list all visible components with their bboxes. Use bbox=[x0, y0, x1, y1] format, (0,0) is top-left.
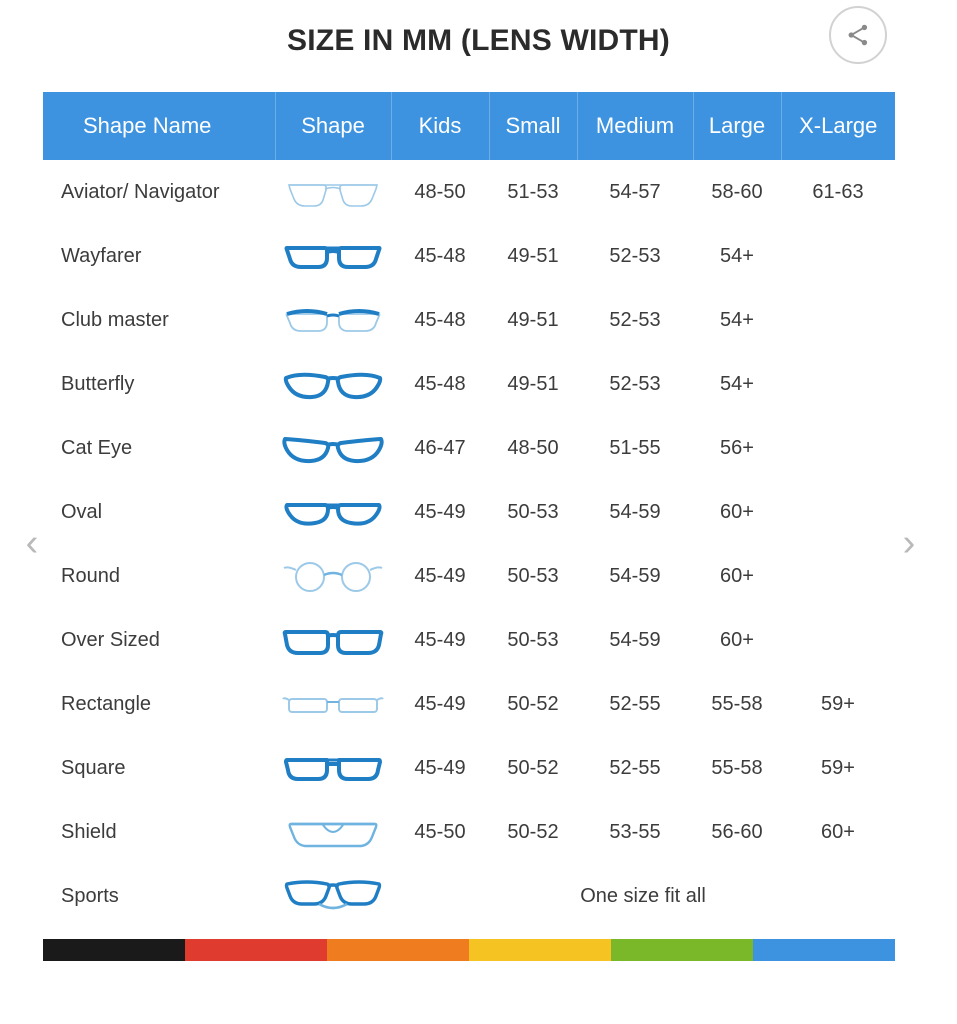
table-row bbox=[43, 736, 895, 800]
row-kids: 45-49 bbox=[391, 608, 489, 672]
row-shape-image bbox=[275, 352, 391, 416]
column-header-small: Small bbox=[489, 92, 577, 160]
row-large: 56+ bbox=[693, 416, 781, 480]
row-kids: 46-47 bbox=[391, 416, 489, 480]
color-swatch-green bbox=[611, 939, 753, 961]
row-kids: 45-49 bbox=[391, 544, 489, 608]
row-xlarge: 59+ bbox=[781, 736, 895, 800]
row-small: 50-52 bbox=[489, 736, 577, 800]
aviator-glasses-icon bbox=[281, 172, 385, 212]
row-medium: 54-57 bbox=[577, 160, 693, 224]
butterfly-glasses-icon bbox=[281, 364, 385, 404]
sports-glasses-icon bbox=[281, 874, 385, 918]
row-medium: 52-53 bbox=[577, 224, 693, 288]
row-shape-image bbox=[275, 800, 391, 864]
row-xlarge: 59+ bbox=[781, 672, 895, 736]
row-small: 49-51 bbox=[489, 224, 577, 288]
row-large: 54+ bbox=[693, 352, 781, 416]
row-medium: 54-59 bbox=[577, 608, 693, 672]
clubmaster-glasses-icon bbox=[281, 300, 385, 340]
oval-glasses-icon bbox=[281, 492, 385, 532]
row-medium: 51-55 bbox=[577, 416, 693, 480]
column-header-large: Large bbox=[693, 92, 781, 160]
row-small: 50-53 bbox=[489, 480, 577, 544]
table-row bbox=[43, 480, 895, 544]
row-large: 60+ bbox=[693, 608, 781, 672]
row-shape-name: Wayfarer bbox=[43, 224, 275, 288]
row-large: 56-60 bbox=[693, 800, 781, 864]
row-xlarge bbox=[781, 352, 895, 416]
row-large: 58-60 bbox=[693, 160, 781, 224]
row-medium: 52-55 bbox=[577, 672, 693, 736]
table-row bbox=[43, 416, 895, 480]
row-kids: 45-49 bbox=[391, 736, 489, 800]
row-xlarge bbox=[781, 224, 895, 288]
row-medium: 54-59 bbox=[577, 480, 693, 544]
row-small: 50-53 bbox=[489, 544, 577, 608]
row-shape-image bbox=[275, 608, 391, 672]
row-shape-name: Round bbox=[43, 544, 275, 608]
table-row bbox=[43, 864, 895, 928]
table-row bbox=[43, 800, 895, 864]
row-kids: 45-48 bbox=[391, 288, 489, 352]
header bbox=[0, 0, 957, 84]
color-swatch-yellow bbox=[469, 939, 611, 961]
row-large: 60+ bbox=[693, 544, 781, 608]
row-xlarge bbox=[781, 416, 895, 480]
row-small: 50-52 bbox=[489, 672, 577, 736]
row-shape-name: Club master bbox=[43, 288, 275, 352]
row-small: 50-52 bbox=[489, 800, 577, 864]
round-glasses-icon bbox=[281, 556, 385, 596]
row-large: 54+ bbox=[693, 288, 781, 352]
color-strip bbox=[43, 939, 895, 961]
share-button[interactable] bbox=[829, 6, 887, 64]
row-shape-name: Square bbox=[43, 736, 275, 800]
carousel-prev-arrow-icon[interactable]: ‹ bbox=[25, 522, 39, 564]
row-shape-name: Shield bbox=[43, 800, 275, 864]
row-xlarge bbox=[781, 608, 895, 672]
row-shape-image bbox=[275, 672, 391, 736]
row-shape-name: Butterfly bbox=[43, 352, 275, 416]
row-medium: 52-55 bbox=[577, 736, 693, 800]
row-shape-name: Over Sized bbox=[43, 608, 275, 672]
row-shape-image bbox=[275, 288, 391, 352]
row-kids: 45-48 bbox=[391, 352, 489, 416]
column-header-medium: Medium bbox=[577, 92, 693, 160]
page-title: SIZE IN MM (LENS WIDTH) bbox=[287, 24, 670, 57]
row-small: 49-51 bbox=[489, 352, 577, 416]
shield-glasses-icon bbox=[281, 812, 385, 852]
row-shape-image bbox=[275, 864, 391, 928]
row-shape-name: Sports bbox=[43, 864, 275, 928]
row-large: 55-58 bbox=[693, 672, 781, 736]
row-xlarge: 61-63 bbox=[781, 160, 895, 224]
table-header bbox=[43, 92, 895, 160]
color-swatch-blue bbox=[753, 939, 895, 961]
table-row bbox=[43, 352, 895, 416]
cateye-glasses-icon bbox=[281, 428, 385, 468]
row-shape-image bbox=[275, 736, 391, 800]
row-xlarge bbox=[781, 544, 895, 608]
row-kids: 45-49 bbox=[391, 480, 489, 544]
row-shape-name: Cat Eye bbox=[43, 416, 275, 480]
rectangle-glasses-icon bbox=[281, 684, 385, 724]
row-medium: 53-55 bbox=[577, 800, 693, 864]
row-kids: 45-49 bbox=[391, 672, 489, 736]
size-chart-table bbox=[43, 92, 895, 928]
table-body bbox=[43, 160, 895, 928]
row-large: 60+ bbox=[693, 480, 781, 544]
column-header-kids: Kids bbox=[391, 92, 489, 160]
row-shape-name: Oval bbox=[43, 480, 275, 544]
row-xlarge bbox=[781, 288, 895, 352]
row-xlarge bbox=[781, 480, 895, 544]
row-medium: 52-53 bbox=[577, 288, 693, 352]
column-header-shape: Shape bbox=[275, 92, 391, 160]
color-swatch-red bbox=[185, 939, 327, 961]
row-kids: 45-48 bbox=[391, 224, 489, 288]
carousel-next-arrow-icon[interactable]: › bbox=[902, 522, 916, 564]
row-shape-name: Aviator/ Navigator bbox=[43, 160, 275, 224]
row-kids: 48-50 bbox=[391, 160, 489, 224]
row-shape-name: Rectangle bbox=[43, 672, 275, 736]
share-icon bbox=[844, 21, 872, 49]
row-shape-image bbox=[275, 544, 391, 608]
table-row bbox=[43, 672, 895, 736]
row-kids: 45-50 bbox=[391, 800, 489, 864]
column-header-shape-name: Shape Name bbox=[43, 92, 275, 160]
row-shape-image bbox=[275, 160, 391, 224]
table-row bbox=[43, 544, 895, 608]
row-xlarge: 60+ bbox=[781, 800, 895, 864]
color-swatch-black bbox=[43, 939, 185, 961]
row-shape-image bbox=[275, 416, 391, 480]
square-glasses-icon bbox=[281, 748, 385, 788]
row-small: 51-53 bbox=[489, 160, 577, 224]
table-row bbox=[43, 160, 895, 224]
row-one-size-note: One size fit all bbox=[391, 864, 895, 928]
table-row bbox=[43, 224, 895, 288]
color-swatch-orange bbox=[327, 939, 469, 961]
row-large: 55-58 bbox=[693, 736, 781, 800]
wayfarer-glasses-icon bbox=[281, 236, 385, 276]
size-chart-table-wrapper bbox=[43, 92, 895, 928]
row-small: 49-51 bbox=[489, 288, 577, 352]
oversized-glasses-icon bbox=[281, 620, 385, 660]
row-medium: 52-53 bbox=[577, 352, 693, 416]
row-large: 54+ bbox=[693, 224, 781, 288]
row-small: 48-50 bbox=[489, 416, 577, 480]
table-row bbox=[43, 608, 895, 672]
table-header-row bbox=[43, 92, 895, 160]
table-row bbox=[43, 288, 895, 352]
column-header-xlarge: X-Large bbox=[781, 92, 895, 160]
row-medium: 54-59 bbox=[577, 544, 693, 608]
row-shape-image bbox=[275, 224, 391, 288]
row-small: 50-53 bbox=[489, 608, 577, 672]
row-shape-image bbox=[275, 480, 391, 544]
